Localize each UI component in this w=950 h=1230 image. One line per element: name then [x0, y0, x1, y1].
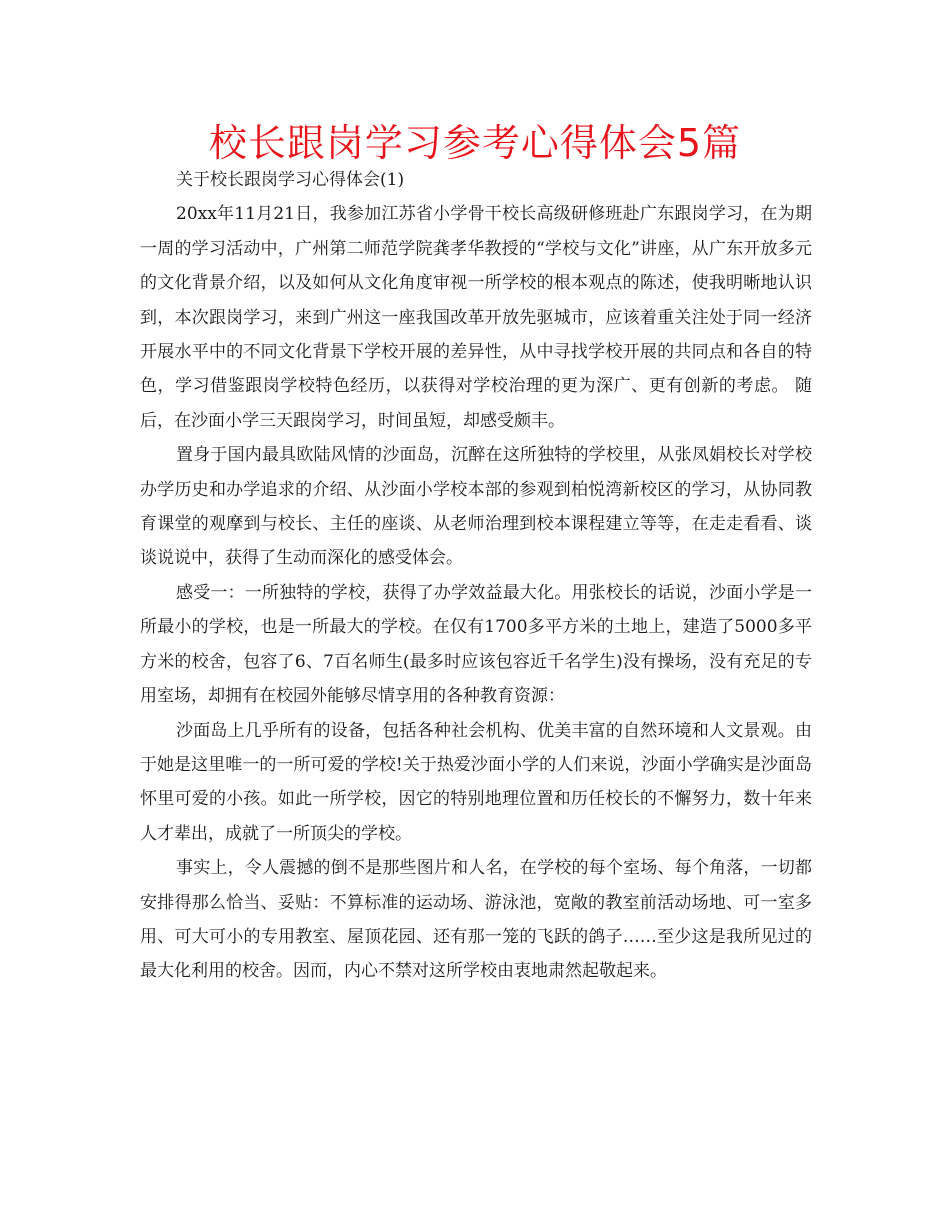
paragraph: 置身于国内最具欧陆风情的沙面岛，沉醉在这所独特的学校里，从张凤娟校长对学校办学历史和办学追求的介绍、从沙面小学校本部的参观到柏悦湾新校区的学习，从协同教育课堂的观摩到与校长、主任的座谈、从老师治理到校本课程建立等等，在走走看看、谈谈说说中，获得了生动而深化的感受体会。 — [140, 445, 812, 569]
paragraph: 20xx年11月21日，我参加江苏省小学骨干校长高级研修班赴广东跟岗学习，在为期一周的学习活动中，广州第二师范学院龚孝华教授的“学校与文化”讲座，从广东开放多元的文化背景介绍，以及如何从文化角度审视一所学校的根本观点的陈述，使我明晰地认识到，本次跟岗学习，来到广州这一座我国改革开放先驱城市，应该着重关注处于同一经济开展水平中的不同文化背景下学校开展的差异性，从中寻找学校开展的共同点和各自的特色，学习借鉴跟岗学校特色经历，以获得对学校治理的更为深广、更有创新的考虑。 随后，在沙面小学三天跟岗学习，时间虽短，却感受颇丰。 — [140, 204, 812, 431]
document-body — [140, 163, 812, 989]
paragraph: 感受一：一所独特的学校，获得了办学效益最大化。用张校长的话说，沙面小学是一所最小的学校，也是一所最大的学校。在仅有1700多平方米的土地上，建造了5000多平方米的校舍，包容了6、7百名师生(最多时应该包容近千名学生)没有操场，没有充足的专用室场，却拥有在校园外能够尽情享用的各种教育资源： — [140, 582, 812, 707]
paragraph: 沙面岛上几乎所有的设备，包括各种社会机构、优美丰富的自然环境和人文景观。由于她是这里唯一的一所可爱的学校!关于热爱沙面小学的人们来说，沙面小学确实是沙面岛怀里可爱的小孩。如此一所学校，因它的特别地理位置和历任校长的不懈努力，数十年来人才辈出，成就了一所顶尖的学校。 — [140, 720, 812, 844]
document-title: 校长跟岗学习参考心得体会5篇 — [208, 121, 742, 165]
section-heading: 关于校长跟岗学习心得体会(1) — [176, 170, 405, 190]
paragraph: 事实上，令人震撼的倒不是那些图片和人名，在学校的每个室场、每个角落，一切都安排得那么恰当、妥贴：不算标准的运动场、游泳池，宽敞的教室前活动场地、可一室多用、可大可小的专用教室、屋顶花园、还有那一笼的飞跃的鸽子……至少这是我所见过的最大化利用的校舍。因而，内心不禁对这所学校由衷地肃然起敬起来。 — [140, 858, 812, 982]
